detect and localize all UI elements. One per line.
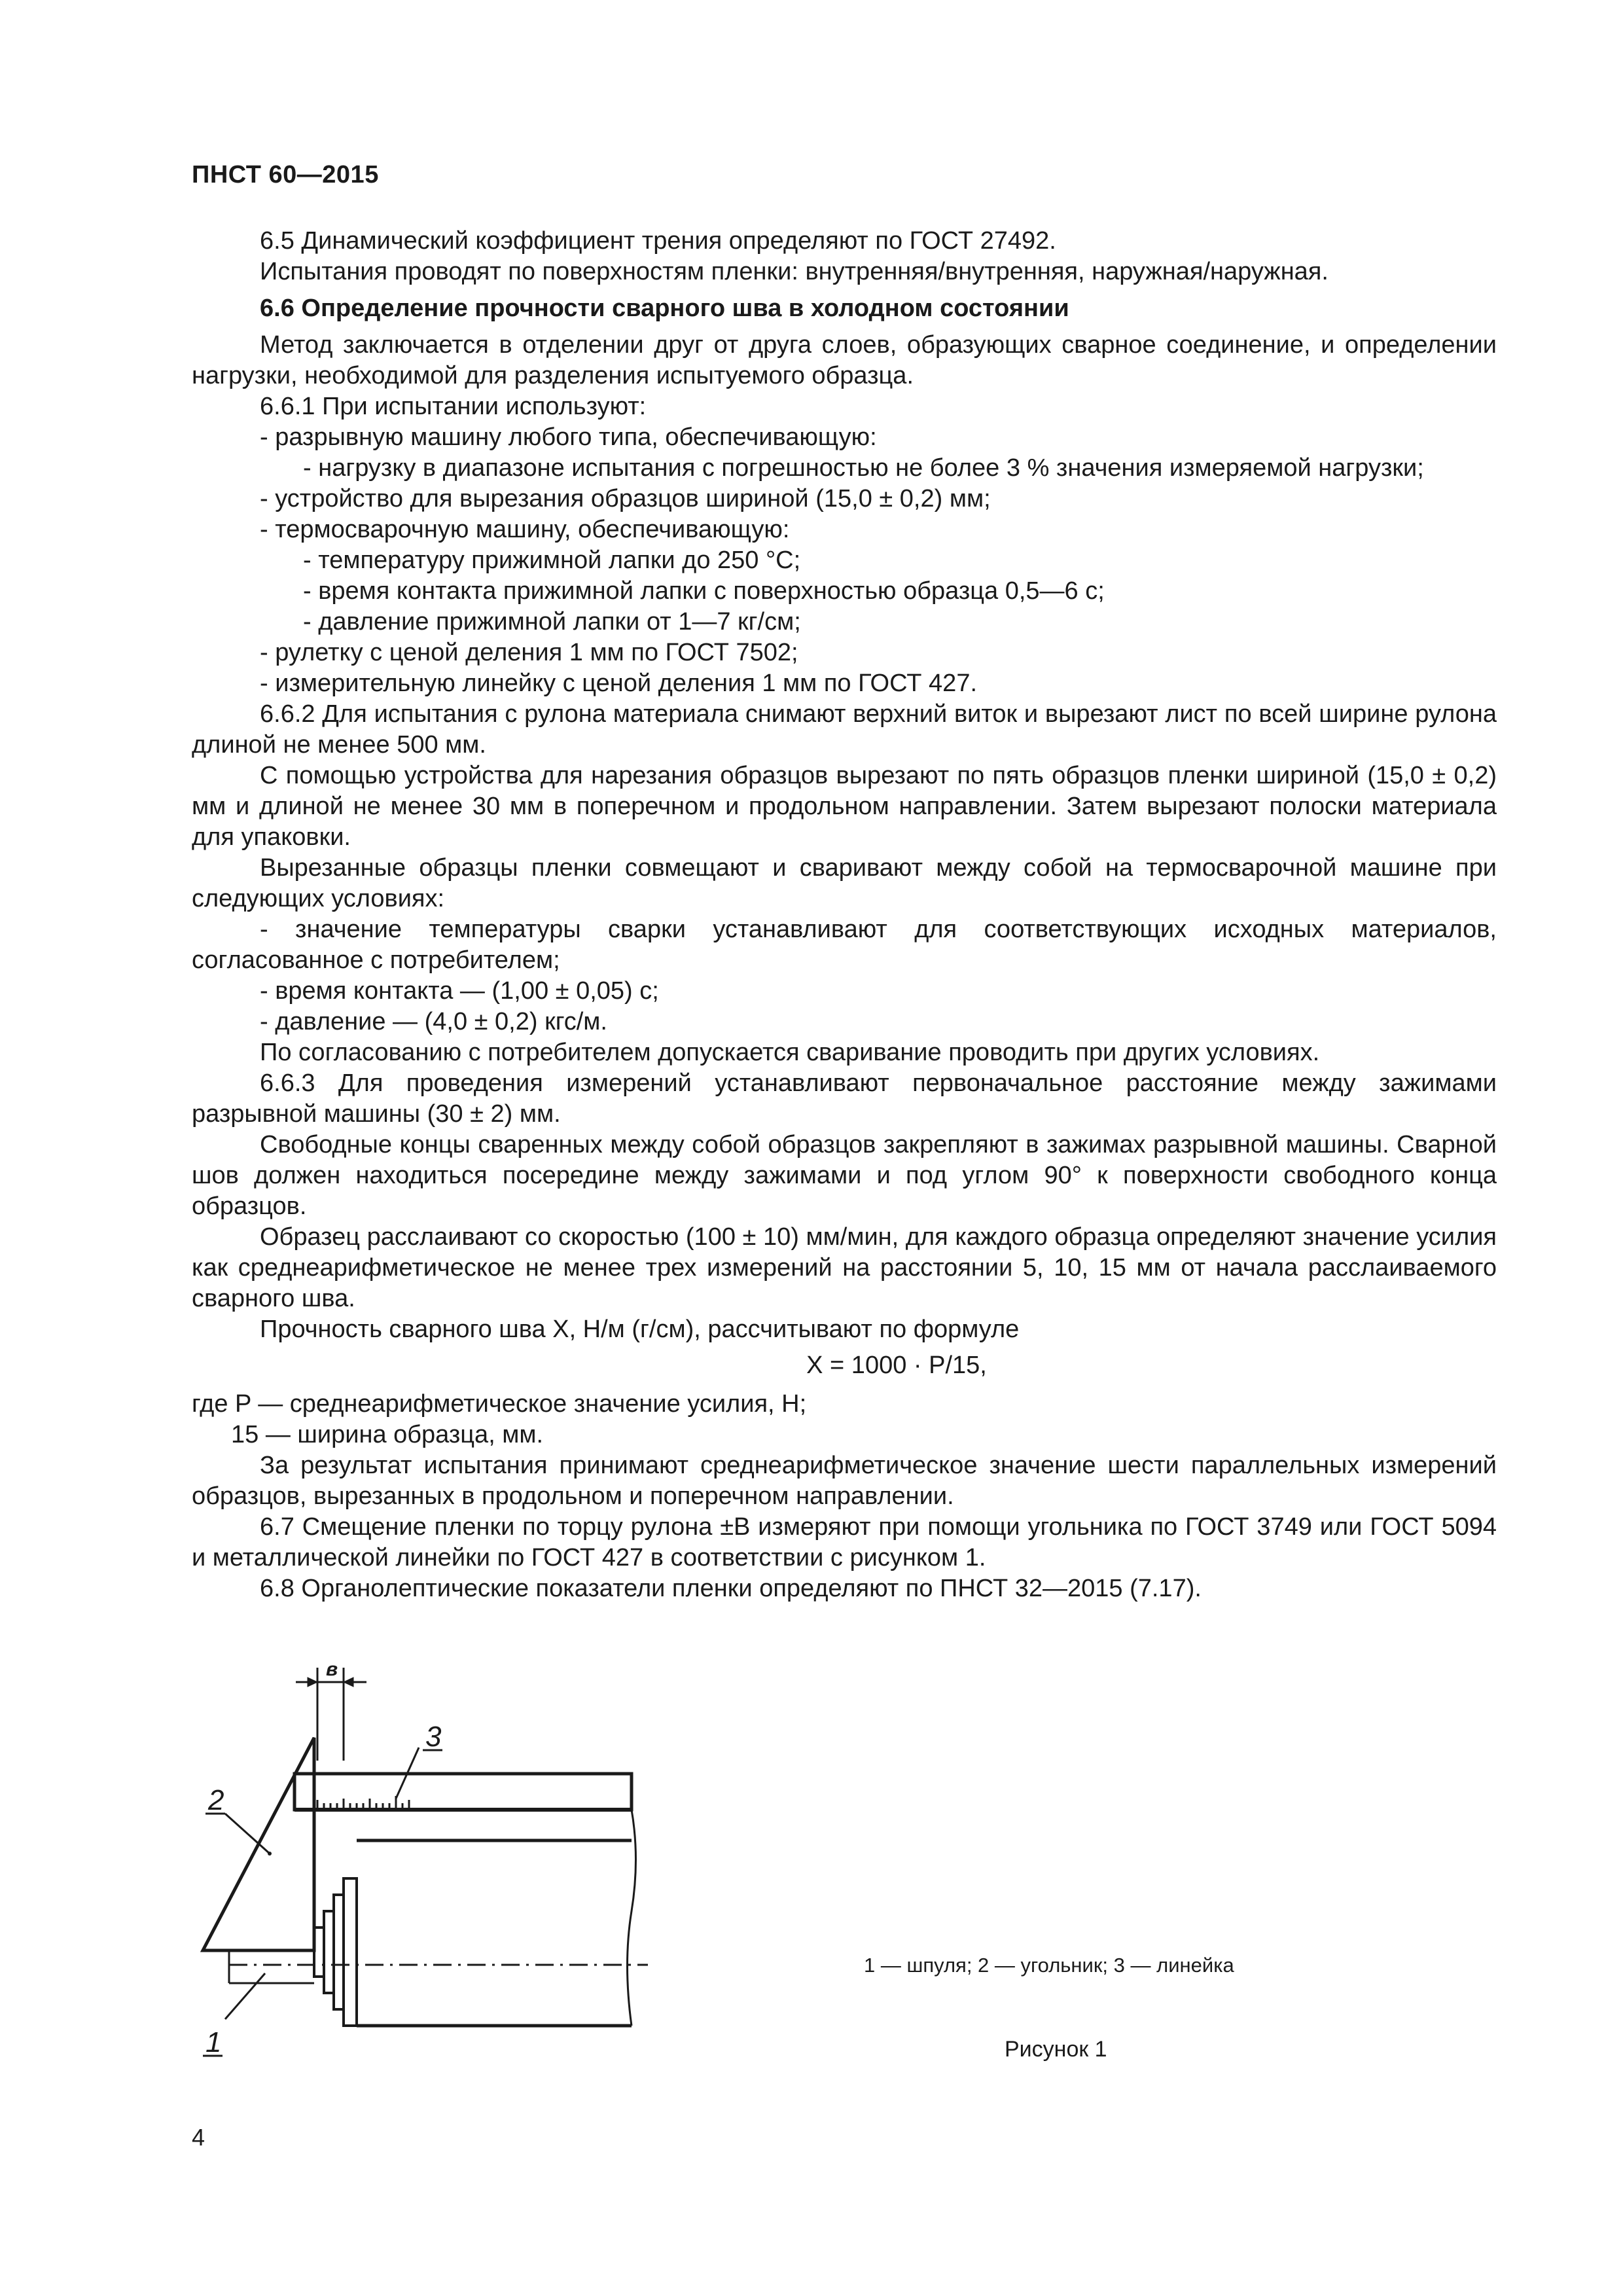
- paragraph: - измерительную линейку с ценой деления 1 мм по ГОСТ 427.: [260, 670, 978, 697]
- paragraph: Вырезанные образцы пленки совмещают и сваривают между собой на термосварочной машине при следующих условиях:: [192, 854, 1497, 912]
- core-flange-3: [334, 1895, 344, 2009]
- document-body: [192, 226, 1497, 1604]
- paragraph: Испытания проводят по поверхностям пленки: внутренняя/внутренняя, наружная/наружная.: [260, 258, 1329, 285]
- paragraph: - термосварочную машину, обеспечивающую:: [260, 516, 790, 543]
- paragraph: - время контакта — (1,00 ± 0,05) с;: [260, 977, 659, 1005]
- paragraph: 6.8 Органолептические показатели пленки определяют по ПНСТ 32—2015 (7.17).: [260, 1575, 1202, 1602]
- paragraph: - рулетку с ценой деления 1 мм по ГОСТ 7502;: [260, 639, 798, 666]
- paragraph: 6.6.2 Для испытания с рулона материала снимают верхний виток и вырезают лист по всей ширине рулона длиной не менее 500 мм.: [192, 700, 1497, 759]
- paragraph: - температуру прижимной лапки до 250 °С;: [303, 547, 801, 574]
- label-2: 2: [208, 1784, 224, 1816]
- dimension-label: в: [326, 1659, 338, 1680]
- paragraph: 15 — ширина образца, мм.: [231, 1421, 544, 1448]
- paragraph: Образец расслаивают со скоростью (100 ± 10) мм/мин, для каждого образца определяют значение усилия как среднеарифметическое не менее трех измерений на расстоянии 5, 10, 15 мм от начала расслаиваемого сварного шва.: [192, 1223, 1497, 1312]
- figure-1: [196, 1659, 654, 2058]
- formula: X = 1000 · P/15,: [806, 1352, 987, 1379]
- paragraph: - значение температуры сварки устанавливают для соответствующих исходных материалов, согласованное с потребителем;: [192, 916, 1497, 974]
- document-code: ПНСТ 60—2015: [192, 161, 379, 188]
- leader-2-dot: [268, 1852, 272, 1856]
- paragraph: - время контакта прижимной лапки с поверхностью образца 0,5—6 с;: [303, 577, 1105, 605]
- leader-1: [225, 1973, 265, 2019]
- paragraph: - разрывную машину любого типа, обеспечивающую:: [260, 423, 877, 451]
- ruler-body: [294, 1774, 632, 1810]
- core-flange-2: [324, 1911, 334, 1993]
- paragraph: Метод заключается в отделении друг от друга слоев, образующих сварное соединение, и определении нагрузки, необходимой для разделения испытуемого образца.: [192, 331, 1497, 389]
- paragraph: 6.7 Смещение пленки по торцу рулона ±B измеряют при помощи угольника по ГОСТ 3749 или ГОСТ 5094 и металлической линейки по ГОСТ 427 в соответствии с рисунком 1.: [192, 1513, 1497, 1571]
- paragraph: - устройство для вырезания образцов шириной (15,0 ± 0,2) мм;: [260, 485, 991, 512]
- section-heading: 6.6 Определение прочности сварного шва в холодном состоянии: [260, 295, 1069, 322]
- arrow-head-left: [308, 1677, 317, 1687]
- figure-drawing: [196, 1659, 654, 2058]
- paragraph: 6.6.1 При испытании используют:: [260, 393, 647, 420]
- paragraph: С помощью устройства для нарезания образцов вырезают по пять образцов пленки шириной (15,0 ± 0,2) мм и длиной не менее 30 мм в поперечном и продольном направлении. Затем вырезают полоски материала для упаковки.: [192, 762, 1497, 851]
- figure-caption: Рисунок 1: [1005, 2037, 1107, 2062]
- paragraph: Свободные концы сваренных между собой образцов закрепляют в зажимах разрывной машины. Сварной шов должен находиться посередине между зажимами и под углом 90° к поверхности свободного конца образцов.: [192, 1131, 1497, 1220]
- label-3: 3: [425, 1721, 442, 1753]
- paragraph: Прочность сварного шва X, Н/м (г/см), рассчитывают по формуле: [260, 1316, 1020, 1343]
- paragraph: - давление прижимной лапки от 1—7 кг/см;: [303, 608, 801, 636]
- figure-legend: 1 — шпуля; 2 — угольник; 3 — линейка: [864, 1954, 1234, 1977]
- paragraph: По согласованию с потребителем допускается сваривание проводить при других условиях.: [260, 1039, 1320, 1066]
- paragraph: 6.6.3 Для проведения измерений устанавливают первоначальное расстояние между зажимами разрывной машины (30 ± 2) мм.: [192, 1069, 1497, 1128]
- paragraph: За результат испытания принимают среднеарифметическое значение шести параллельных измерений образцов, вырезанных в продольном и поперечном направлении.: [192, 1452, 1497, 1510]
- arrow-head-right: [344, 1677, 353, 1687]
- core-flange-4: [344, 1878, 357, 2026]
- page-number: 4: [192, 2124, 205, 2151]
- paragraph: - нагрузку в диапазоне испытания с погрешностью не более 3 % значения измеряемой нагрузки;: [303, 454, 1424, 482]
- paragraph: где P — среднеарифметическое значение усилия, Н;: [192, 1390, 807, 1418]
- paragraph: 6.5 Динамический коэффициент трения определяют по ГОСТ 27492.: [260, 227, 1056, 255]
- paragraph: - давление — (4,0 ± 0,2) кгс/м.: [260, 1008, 607, 1035]
- label-1: 1: [205, 2026, 222, 2058]
